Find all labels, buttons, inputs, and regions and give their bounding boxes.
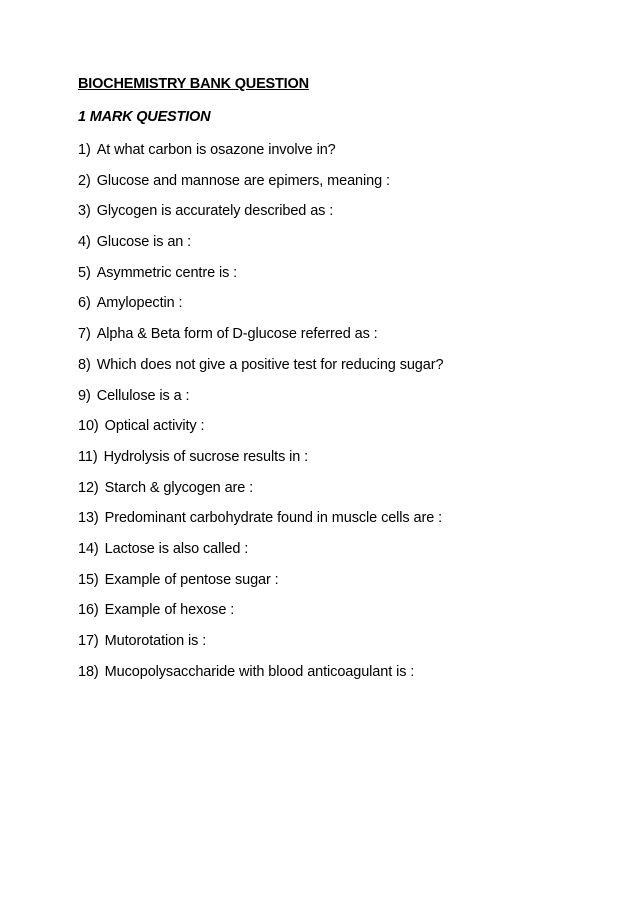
question-number: 18) — [78, 663, 99, 680]
question-text: Amylopectin : — [96, 295, 183, 312]
question-item — [78, 142, 443, 173]
question-number: 2) — [78, 172, 91, 189]
question-text: Which does not give a positive test for reducing sugar? — [96, 356, 444, 373]
question-item — [78, 480, 443, 511]
question-item — [78, 234, 443, 265]
question-text: Glucose is an : — [96, 234, 192, 251]
question-text: Example of hexose : — [104, 602, 235, 619]
question-number: 10) — [78, 418, 99, 435]
question-number: 9) — [78, 387, 91, 404]
question-item — [78, 388, 443, 419]
question-item — [78, 510, 443, 541]
question-text: Glycogen is accurately described as : — [96, 203, 334, 220]
question-item — [78, 295, 443, 326]
question-number: 7) — [78, 326, 91, 343]
question-item — [78, 173, 443, 204]
question-number: 8) — [78, 356, 91, 373]
question-number: 14) — [78, 540, 99, 557]
question-item — [78, 203, 443, 234]
question-text: Lactose is also called : — [104, 540, 249, 557]
question-text: Alpha & Beta form of D-glucose referred as : — [96, 326, 378, 343]
question-number: 4) — [78, 234, 91, 251]
section-heading: 1 MARK QUESTION — [78, 109, 211, 125]
question-list — [78, 142, 443, 694]
question-item — [78, 418, 443, 449]
question-item — [78, 633, 443, 664]
document-title: BIOCHEMISTRY BANK QUESTION — [78, 76, 309, 92]
question-item — [78, 326, 443, 357]
question-item — [78, 357, 443, 388]
question-text: Glucose and mannose are epimers, meaning : — [96, 172, 390, 189]
question-item — [78, 602, 443, 633]
question-item — [78, 572, 443, 603]
question-text: Mutorotation is : — [104, 633, 207, 649]
question-number: 1) — [78, 142, 91, 158]
question-text: Cellulose is a : — [96, 387, 190, 404]
question-number: 12) — [78, 479, 99, 496]
question-text: Asymmetric centre is : — [96, 264, 238, 281]
question-text: Hydrolysis of sucrose results in : — [103, 448, 309, 465]
question-text: Predominant carbohydrate found in muscle cells are : — [104, 510, 443, 527]
question-item — [78, 541, 443, 572]
question-item — [78, 449, 443, 480]
question-text: Example of pentose sugar : — [104, 571, 279, 588]
question-number: 15) — [78, 571, 99, 588]
question-number: 17) — [78, 633, 99, 649]
question-number: 5) — [78, 264, 91, 281]
question-text: Optical activity : — [104, 418, 205, 435]
question-text: Mucopolysaccharide with blood anticoagulant is : — [104, 663, 415, 680]
question-item — [78, 265, 443, 296]
question-number: 6) — [78, 295, 91, 312]
question-number: 16) — [78, 602, 99, 619]
question-text: At what carbon is osazone involve in? — [96, 142, 336, 158]
question-number: 3) — [78, 203, 91, 220]
question-text: Starch & glycogen are : — [104, 479, 254, 496]
question-number: 13) — [78, 510, 99, 527]
question-number: 11) — [78, 448, 98, 465]
question-item — [78, 664, 443, 695]
